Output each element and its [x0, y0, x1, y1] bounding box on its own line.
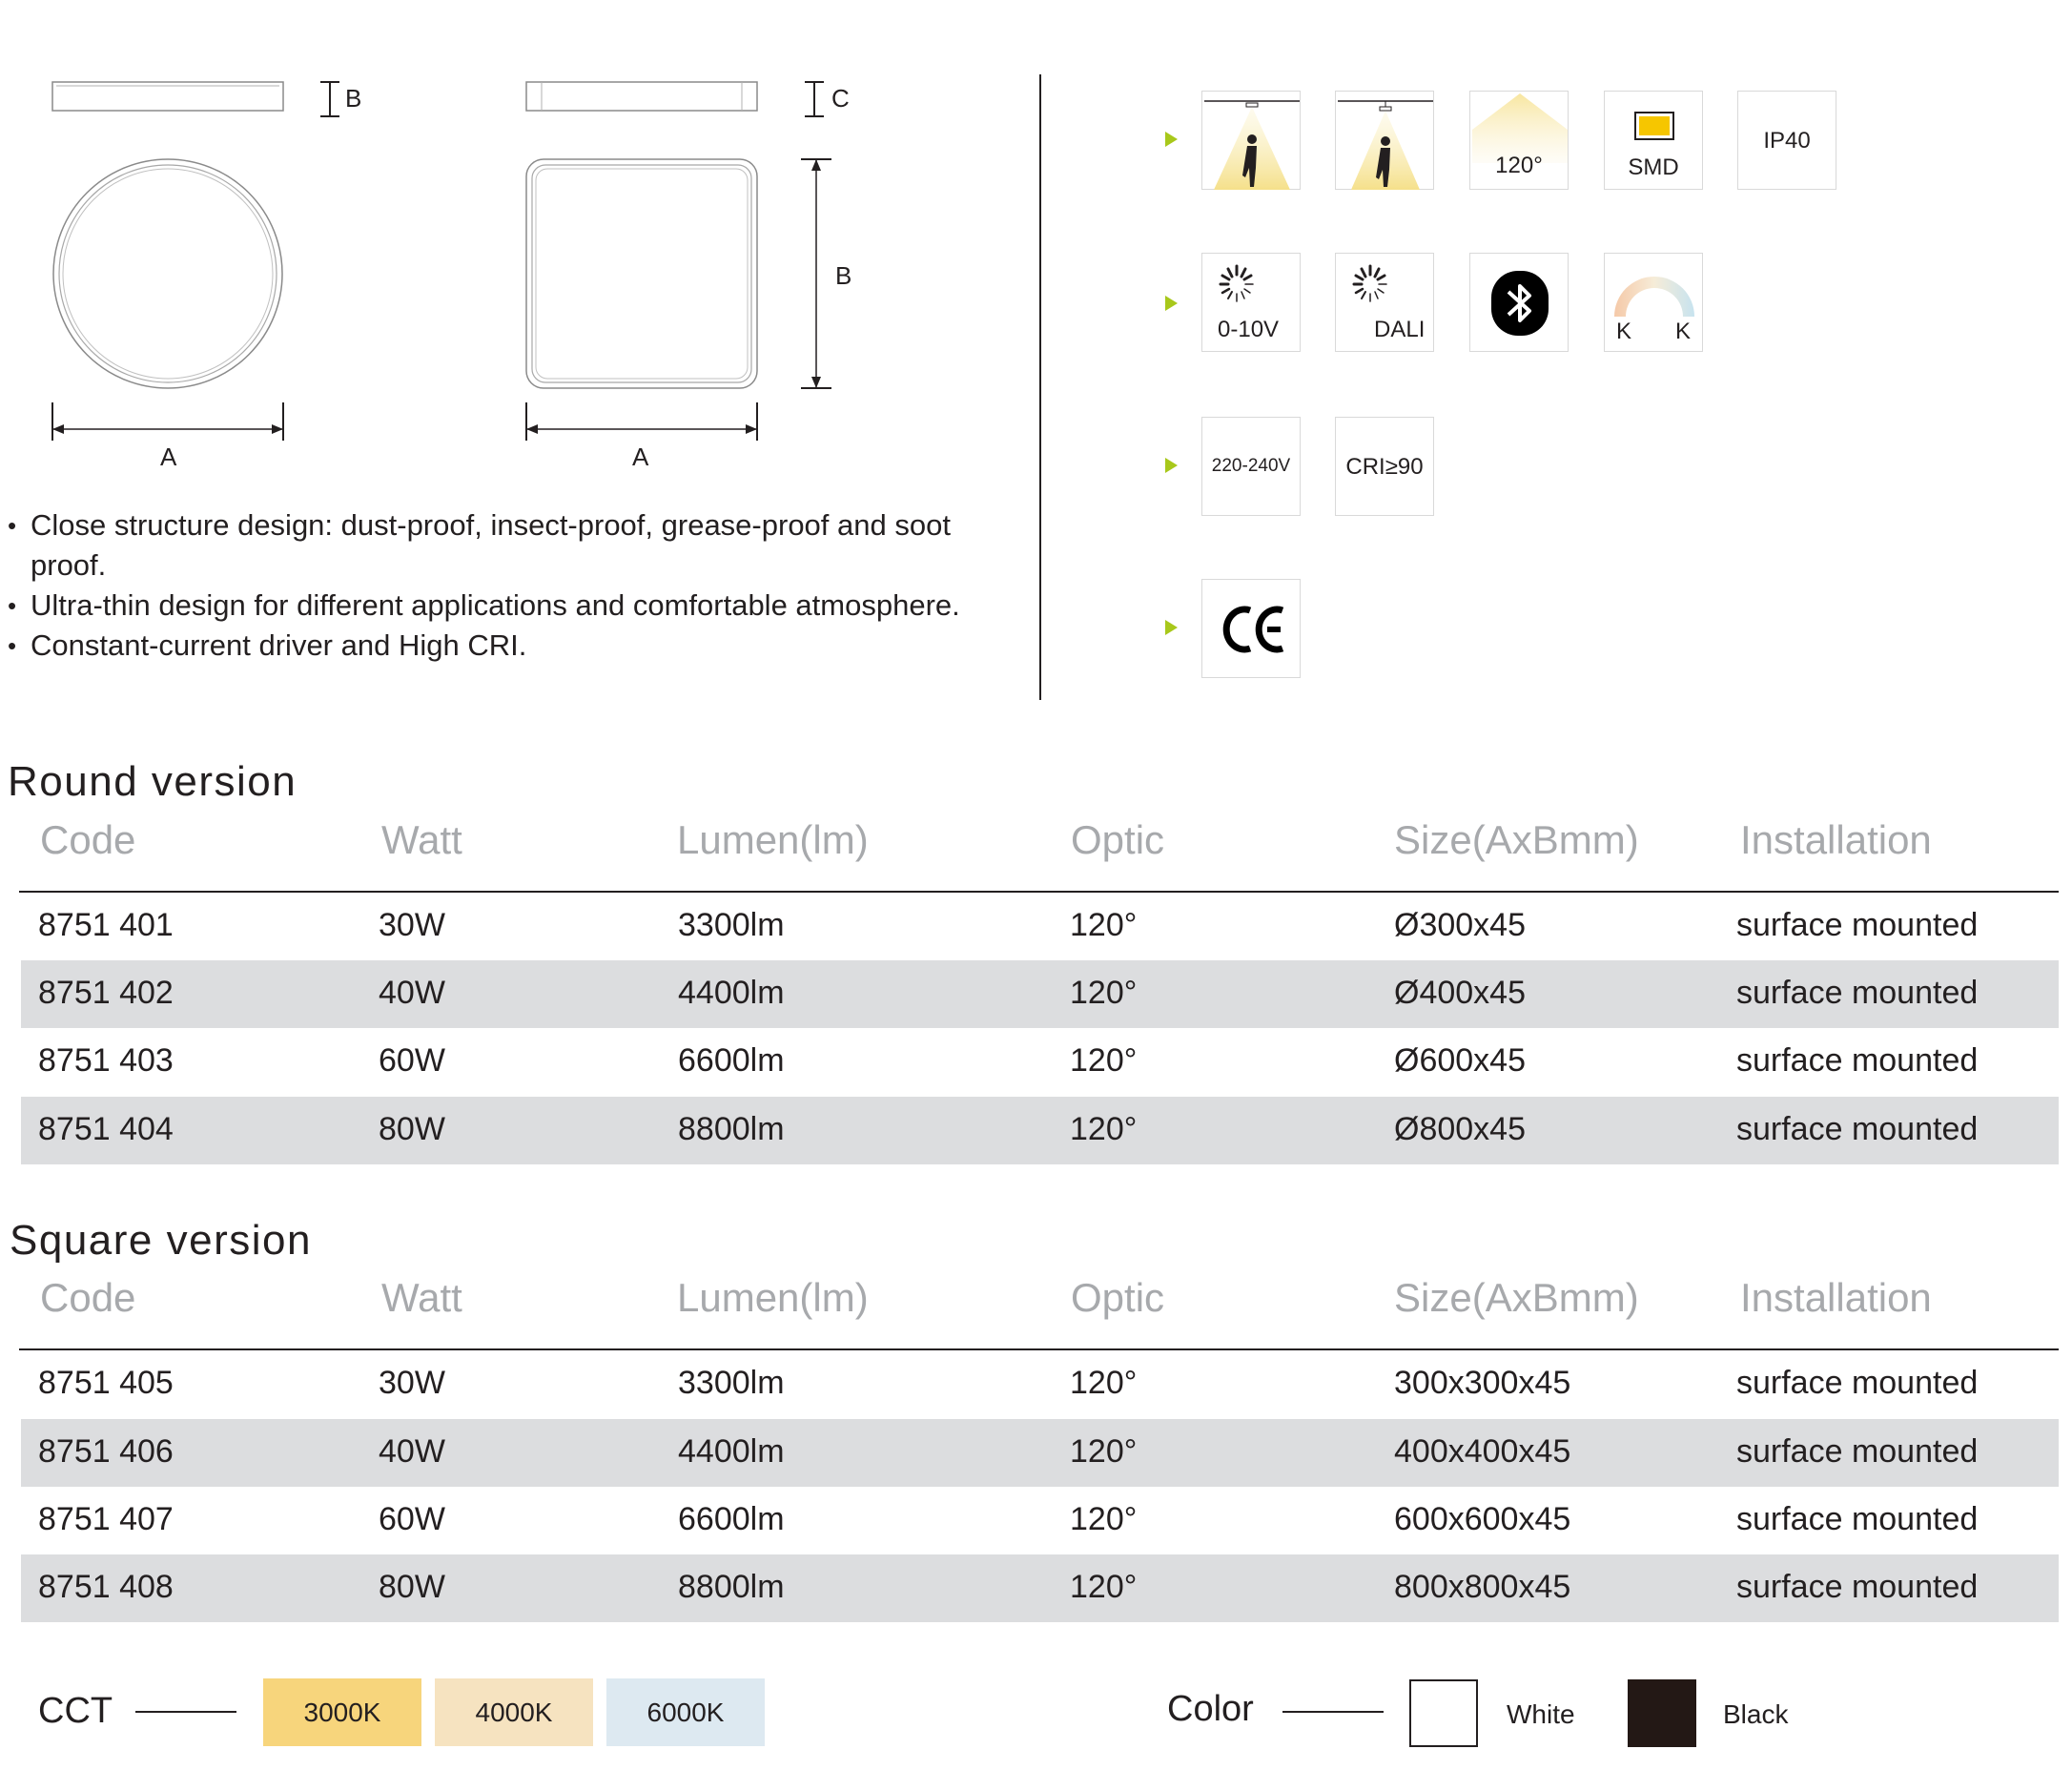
cri-label: CRI≥90: [1345, 454, 1424, 480]
cct-label: CCT: [38, 1691, 113, 1731]
cri-icon: [1335, 417, 1434, 516]
color-label: Color: [1167, 1689, 1254, 1729]
table-row-optic: 120°: [1070, 1501, 1138, 1537]
table-header-rule: [19, 1348, 2059, 1350]
header-size: Size(AxBmm): [1394, 1275, 1639, 1320]
table-row-size: Ø600x45: [1394, 1042, 1526, 1079]
table-row-optic: 120°: [1070, 1365, 1138, 1401]
header-installation: Installation: [1740, 1275, 1932, 1320]
table-row-lumen: 8800lm: [678, 1111, 785, 1147]
header-watt: Watt: [381, 1275, 462, 1320]
square-width-label: A: [632, 442, 649, 471]
cct-option-label: 3000K: [303, 1697, 381, 1727]
table-row-optic: 120°: [1070, 907, 1138, 943]
row-arrow-icon: [1165, 458, 1178, 473]
table-row-size: 800x800x45: [1394, 1569, 1571, 1605]
table-row-code: 8751 403: [38, 1042, 174, 1079]
table-row-code: 8751 406: [38, 1433, 174, 1470]
table-row-watt: 30W: [379, 907, 445, 943]
table-row-watt: 80W: [379, 1111, 445, 1147]
header-code: Code: [40, 1275, 136, 1320]
table-row-code: 8751 408: [38, 1569, 174, 1605]
color-swatch-white: [1409, 1679, 1478, 1747]
table-row-size: 300x300x45: [1394, 1365, 1571, 1401]
ip-rating-label: IP40: [1763, 128, 1811, 154]
table-row-watt: 40W: [379, 1433, 445, 1470]
beam-angle-label: 120°: [1495, 153, 1543, 178]
table-row-lumen: 4400lm: [678, 1433, 785, 1470]
table-row-installation: surface mounted: [1736, 975, 1979, 1011]
feature-item: • Constant-current driver and High CRI.: [8, 626, 1018, 666]
beam-angle-icon: [1469, 91, 1569, 190]
table-row-watt: 30W: [379, 1365, 445, 1401]
header-optic: Optic: [1071, 1275, 1165, 1320]
table-row-installation: surface mounted: [1736, 1042, 1979, 1079]
table-row-code: 8751 402: [38, 975, 174, 1011]
cct-leader-line: [135, 1711, 236, 1713]
table-row-size: Ø300x45: [1394, 907, 1526, 943]
feature-item: • Ultra-thin design for different applications and comfortable atmosphere.: [8, 586, 1018, 626]
table-row-size: 600x600x45: [1394, 1501, 1571, 1537]
cct-adjustable-icon: [1604, 253, 1703, 352]
table-row-optic: 120°: [1070, 1433, 1138, 1470]
table-row-optic: 120°: [1070, 1569, 1138, 1605]
color-option-label: Black: [1723, 1699, 1789, 1729]
table-row-lumen: 4400lm: [678, 975, 785, 1011]
table-row-size: 400x400x45: [1394, 1433, 1571, 1470]
table-row-watt: 60W: [379, 1042, 445, 1079]
table-row-installation: surface mounted: [1736, 1111, 1979, 1147]
dimming-dali-icon: [1335, 253, 1434, 352]
color-leader-line: [1282, 1711, 1384, 1713]
header-watt: Watt: [381, 817, 462, 862]
square-side-label: B: [835, 261, 852, 290]
table-row-watt: 40W: [379, 975, 445, 1011]
color-swatch-black: [1628, 1679, 1696, 1747]
smd-chip-icon: [1604, 91, 1703, 190]
voltage-icon: [1201, 417, 1301, 516]
round-section-title: Round version: [8, 758, 297, 805]
cct-warm-label: K: [1616, 319, 1632, 344]
table-header-rule: [19, 891, 2059, 893]
table-row-size: Ø400x45: [1394, 975, 1526, 1011]
cct-option-4000k: [435, 1678, 593, 1746]
voltage-label: 220-240V: [1211, 456, 1291, 476]
square-section-title: Square version: [10, 1217, 312, 1264]
round-height-label: B: [345, 84, 362, 113]
header-size: Size(AxBmm): [1394, 817, 1639, 862]
row-arrow-icon: [1165, 132, 1178, 147]
vertical-divider: [1039, 74, 1041, 700]
table-row-optic: 120°: [1070, 1042, 1138, 1079]
header-installation: Installation: [1740, 817, 1932, 862]
row-arrow-icon: [1165, 620, 1178, 635]
table-row-lumen: 6600lm: [678, 1501, 785, 1537]
table-row-installation: surface mounted: [1736, 1433, 1979, 1470]
suspended-mount-icon: [1335, 91, 1434, 190]
smd-label: SMD: [1628, 154, 1679, 180]
feature-list: [8, 505, 1018, 666]
table-row-lumen: 3300lm: [678, 1365, 785, 1401]
table-row-installation: surface mounted: [1736, 1501, 1979, 1537]
table-row-installation: surface mounted: [1736, 907, 1979, 943]
feature-item: • Close structure design: dust-proof, insect-proof, grease-proof and soot proof.: [8, 505, 1018, 586]
dimming-0-10v-label: 0-10V: [1218, 317, 1280, 342]
row-arrow-icon: [1165, 296, 1178, 311]
table-row-lumen: 6600lm: [678, 1042, 785, 1079]
round-width-label: A: [160, 442, 177, 471]
header-lumen: Lumen(lm): [677, 817, 869, 862]
table-row-watt: 80W: [379, 1569, 445, 1605]
color-option-label: White: [1507, 1699, 1575, 1729]
square-dimension-drawing: [515, 67, 877, 486]
table-row-code: 8751 405: [38, 1365, 174, 1401]
bluetooth-icon: [1469, 253, 1569, 352]
dimming-dali-label: DALI: [1374, 317, 1426, 342]
round-dimension-drawing: [38, 67, 381, 486]
table-row-optic: 120°: [1070, 1111, 1138, 1147]
table-row-installation: surface mounted: [1736, 1569, 1979, 1605]
cct-option-label: 4000K: [475, 1697, 553, 1727]
header-lumen: Lumen(lm): [677, 1275, 869, 1320]
dimming-0-10v-icon: [1201, 253, 1301, 352]
table-row-code: 8751 401: [38, 907, 174, 943]
table-row-code: 8751 404: [38, 1111, 174, 1147]
ip-rating-icon: [1737, 91, 1836, 190]
ce-mark-icon: [1201, 579, 1301, 678]
cct-option-6000k: [606, 1678, 765, 1746]
surface-mount-icon: [1201, 91, 1301, 190]
table-row-lumen: 3300lm: [678, 907, 785, 943]
cct-option-3000k: [263, 1678, 421, 1746]
table-row-size: Ø800x45: [1394, 1111, 1526, 1147]
table-row-installation: surface mounted: [1736, 1365, 1979, 1401]
header-optic: Optic: [1071, 817, 1165, 862]
cct-cool-label: K: [1675, 319, 1692, 344]
table-row-code: 8751 407: [38, 1501, 174, 1537]
table-row-lumen: 8800lm: [678, 1569, 785, 1605]
square-height-label: C: [831, 84, 850, 113]
table-row-watt: 60W: [379, 1501, 445, 1537]
cct-option-label: 6000K: [646, 1697, 725, 1727]
table-row-optic: 120°: [1070, 975, 1138, 1011]
header-code: Code: [40, 817, 136, 862]
